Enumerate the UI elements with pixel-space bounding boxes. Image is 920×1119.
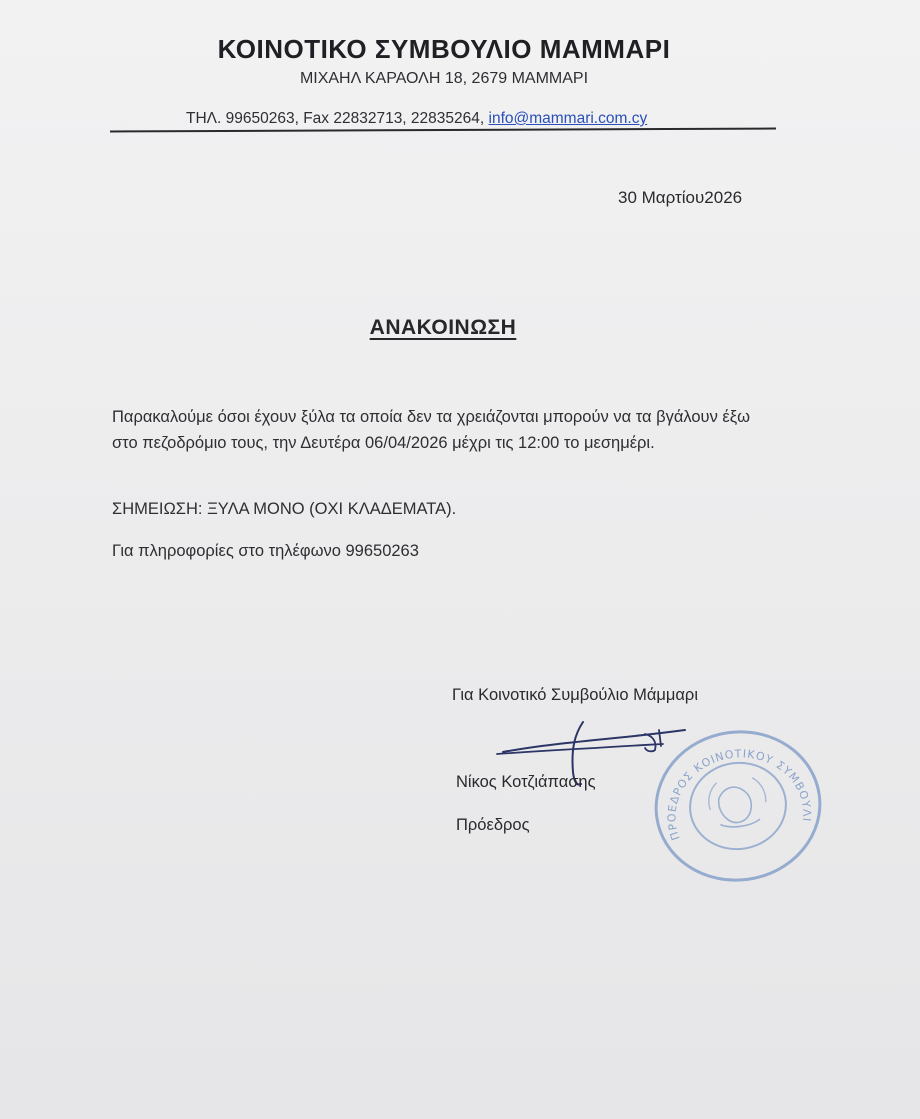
svg-text:ΠΡΟΕΔΡΟΣ ΚΟΙΝΟΤΙΚΟΥ ΣΥΜΒΟΥΛΙΟΥ bbox=[648, 726, 815, 846]
announcement-note: ΣΗΜΕΙΩΣΗ: ΞΥΛΑ ΜΟΝΟ (ΟΧΙ ΚΛΑΔΕΜΑΤΑ). bbox=[112, 500, 457, 518]
contact-line bbox=[186, 110, 647, 128]
stamp-text: ΠΡΟΕΔΡΟΣ ΚΟΙΝΟΤΙΚΟΥ ΣΥΜΒΟΥΛΙΟΥ bbox=[665, 747, 814, 842]
header-divider bbox=[110, 128, 776, 133]
document-date: 30 Μαρτίου2026 bbox=[618, 188, 743, 207]
signature-on-behalf: Για Κοινοτικό Συμβούλιο Μάμμαρι bbox=[452, 686, 698, 704]
announcement-info: Για πληροφορίες στο τηλέφωνο 99650263 bbox=[112, 542, 419, 560]
council-address: ΜΙΧΑΗΛ ΚΑΡΑΟΛΗ 18, 2679 ΜΑΜΜΑΡΙ bbox=[299, 70, 589, 87]
signatory-role: Πρόεδρος bbox=[456, 816, 530, 834]
announcement-heading: ΑΝΑΚΟΙΝΩΣΗ bbox=[369, 316, 517, 339]
email-link[interactable]: info@mammari.com.cy bbox=[488, 110, 648, 127]
official-stamp-icon bbox=[648, 726, 828, 886]
contact-phones: ΤΗΛ. 99650263, Fax 22832713, 22835264, bbox=[186, 110, 489, 127]
signatory-name: Νίκος Κοτζιάπασης bbox=[456, 773, 596, 791]
announcement-paragraph: Παρακαλούμε όσοι έχουν ξύλα τα οποία δεν τα χρειάζονται μπορούν να τα βγάλουν έξω στο πεζοδρόμιο τους, την Δευτέρα 06/04/2026 μέχρι τις 12:00 το μεσημέρι. bbox=[112, 408, 751, 452]
council-name: ΚΟΙΝΟΤΙΚΟ ΣΥΜΒΟΥΛΙΟ ΜΑΜΜΑΡΙ bbox=[217, 34, 671, 64]
